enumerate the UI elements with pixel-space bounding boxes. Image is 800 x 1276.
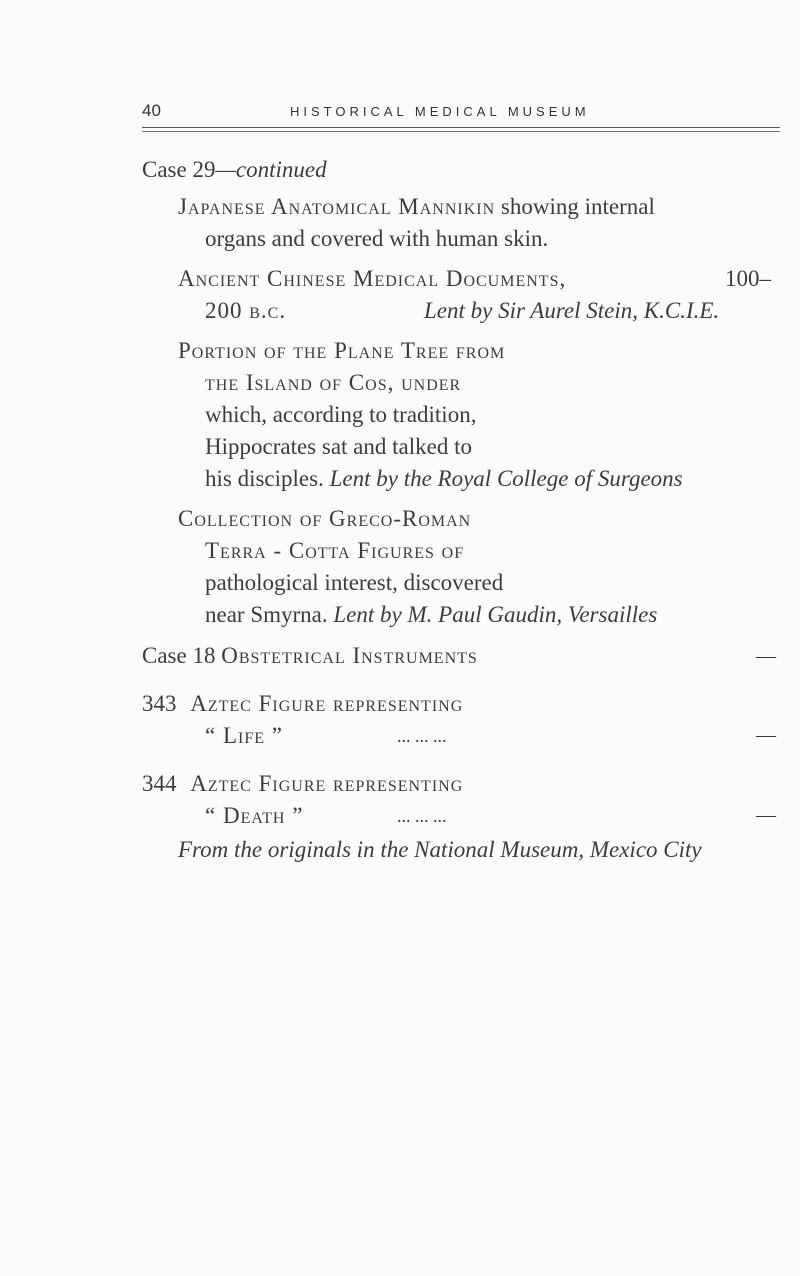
mannikin-title: Japanese Anatomical Mannikin [178, 194, 496, 219]
item-title: Aztec Figure representing [190, 691, 464, 716]
item-343-subtitle: “ Life ” [205, 723, 283, 748]
case-18-heading [142, 642, 478, 670]
plane-desc-end: his disciples. [205, 466, 324, 491]
plane-line-2: the Island of Cos, under [205, 370, 462, 395]
header-rule-secondary [142, 131, 780, 132]
plane-line-3: which, according to tradition, [205, 402, 477, 427]
case-18-label: Case 18 [142, 643, 216, 668]
greco-line-1: Collection of Greco-Roman [178, 506, 472, 531]
documents-entry-line2 [205, 297, 286, 325]
greco-line-2: Terra - Cotta Figures of [205, 538, 465, 563]
item-number: 344 [142, 771, 177, 796]
documents-date-a: 100– [725, 266, 771, 291]
running-title: HISTORICAL MEDICAL MUSEUM [290, 104, 590, 119]
item-343-dash: — [756, 724, 776, 746]
item-344 [142, 770, 463, 798]
plane-line-1: Portion of the Plane Tree from [178, 338, 506, 363]
plane-lender: Lent by the Royal College of Surgeons [329, 466, 683, 491]
continued-label: —continued [215, 157, 327, 182]
documents-date-b: 200 b.c. [205, 298, 287, 323]
item-344-subtitle: “ Death ” [205, 803, 304, 828]
item-343-dots: ... ... ... [397, 726, 447, 746]
page-number: 40 [142, 101, 161, 120]
case-18-title: Obstetrical Instruments [221, 643, 478, 668]
item-344-dash: — [756, 804, 776, 826]
plane-line-5 [205, 465, 683, 493]
header-rule [142, 127, 780, 128]
case-18-dash: — [756, 645, 776, 667]
case-29-heading [142, 156, 327, 184]
item-title: Aztec Figure representing [190, 771, 464, 796]
plane-line-4: Hippocrates sat and talked to [205, 434, 472, 459]
greco-desc-end: near Smyrna. [205, 602, 328, 627]
greco-line-3: pathological interest, discovered [205, 570, 504, 595]
documents-title: Ancient Chinese Medical Documents, [178, 266, 567, 291]
documents-entry-line1 [178, 265, 566, 293]
item-343 [142, 690, 463, 718]
mannikin-entry-line1 [178, 193, 655, 221]
item-number: 343 [142, 691, 177, 716]
item-344-dots: ... ... ... [397, 806, 447, 826]
mannikin-desc-2: organs and covered with human skin. [205, 226, 549, 251]
mannikin-desc-1: showing internal [500, 194, 655, 219]
greco-line-4 [205, 601, 657, 629]
documents-lender: Lent by Sir Aurel Stein, K.C.I.E. [424, 298, 720, 323]
case-29-label: Case 29 [142, 157, 216, 182]
footer-note: From the originals in the National Museum, Mexico City [178, 837, 702, 862]
greco-lender: Lent by M. Paul Gaudin, Versailles [333, 602, 658, 627]
